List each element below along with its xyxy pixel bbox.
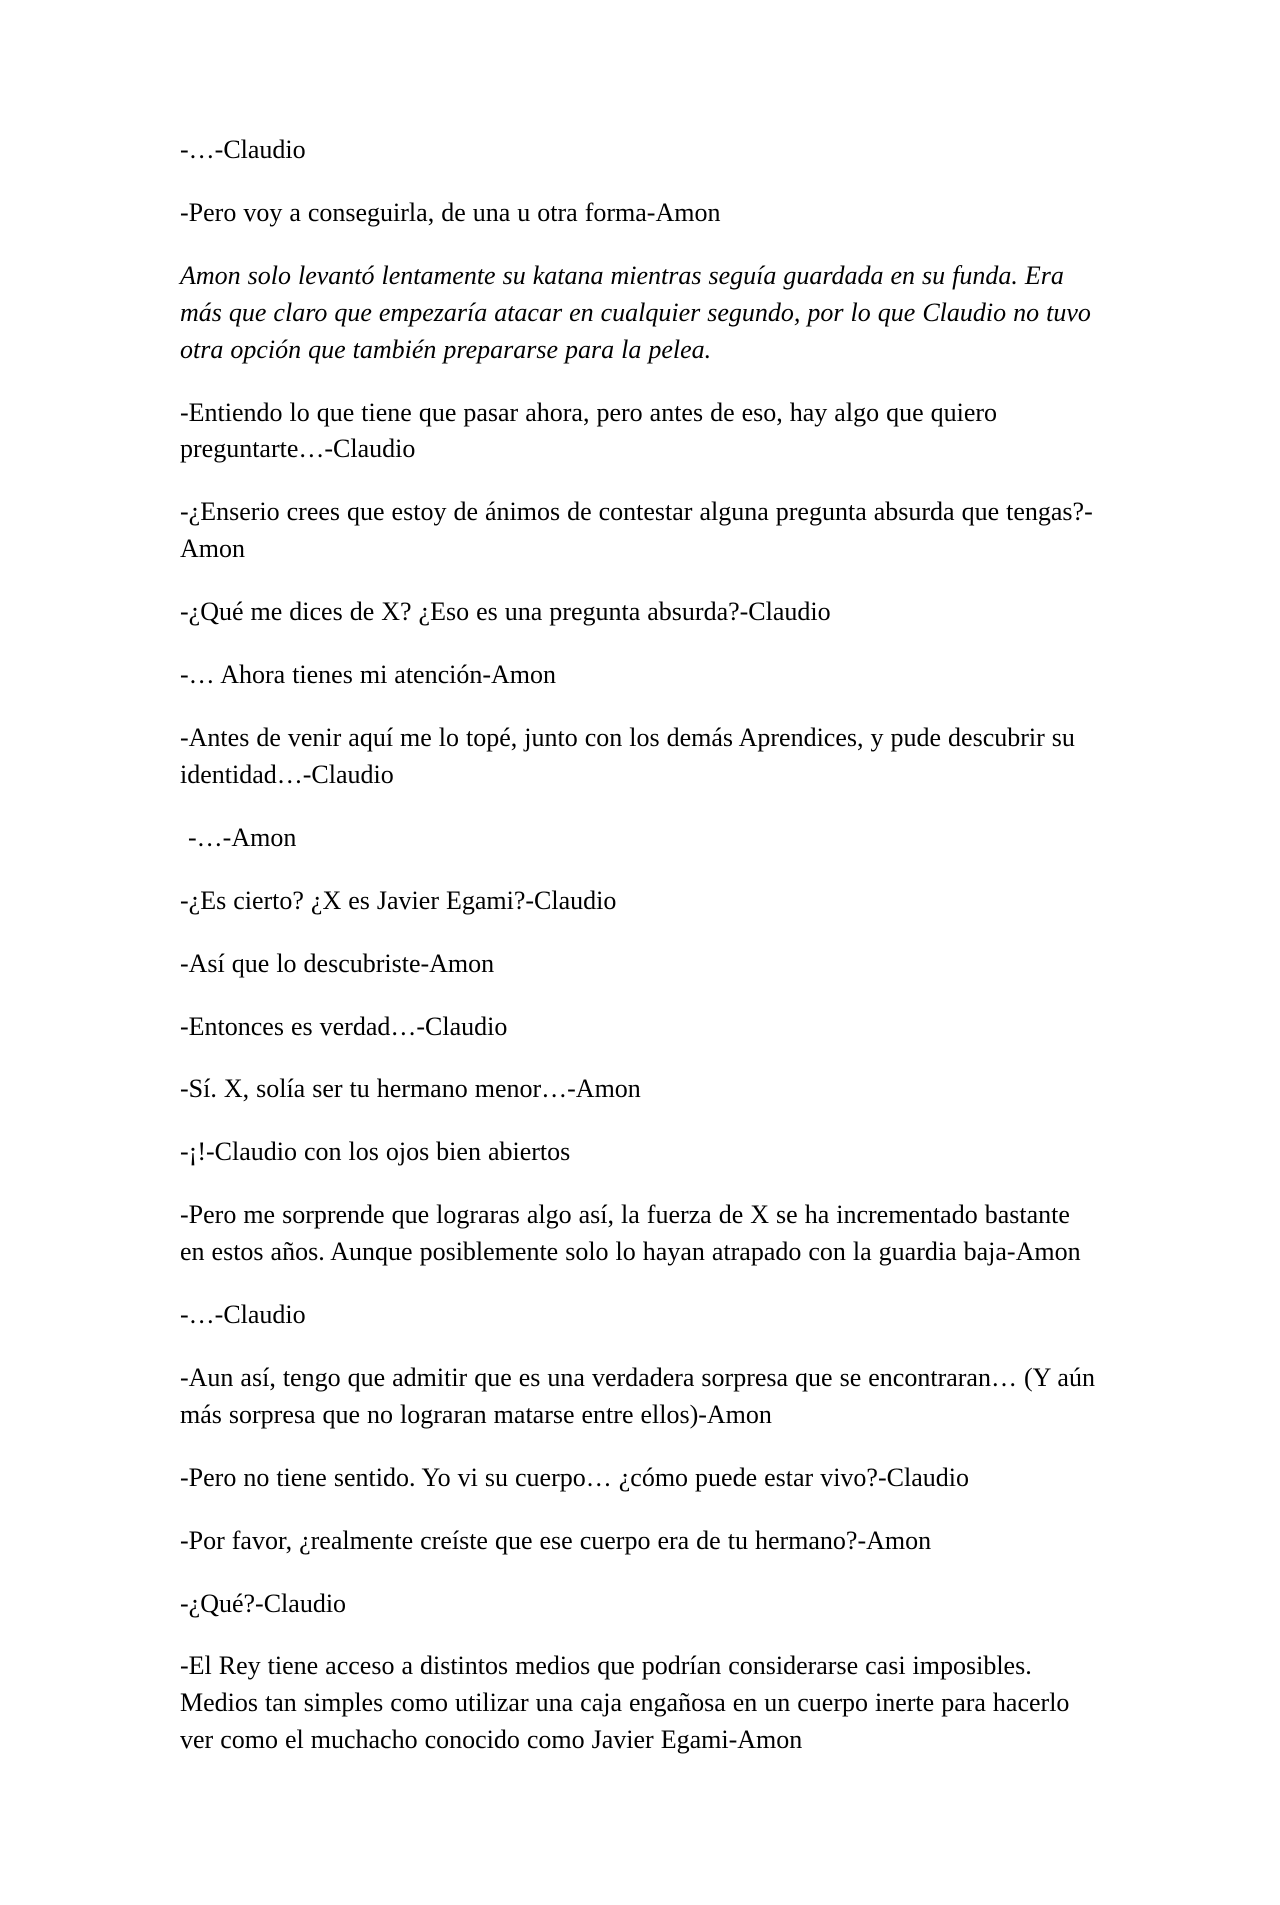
- paragraph-narration: Amon solo levantó lentamente su katana mientras seguía guardada en su funda. Era más que claro que empezaría atacar en cualquier segundo, por lo que Claudio no tuvo otra opción que también prepararse para la pelea.: [180, 260, 1091, 364]
- document-body: [180, 132, 1100, 1759]
- paragraph: -Sí. X, solía ser tu hermano menor…-Amon: [180, 1074, 641, 1104]
- paragraph: -Entiendo lo que tiene que pasar ahora, pero antes de eso, hay algo que quiero preguntarte…-Claudio: [180, 397, 998, 464]
- paragraph: -…-Claudio: [180, 1300, 306, 1330]
- paragraph: -Pero no tiene sentido. Yo vi su cuerpo… ¿cómo puede estar vivo?-Claudio: [180, 1462, 969, 1492]
- paragraph: -Antes de venir aquí me lo topé, junto con los demás Aprendices, y pude descubrir su identidad…-Claudio: [180, 722, 1075, 789]
- paragraph: -… Ahora tienes mi atención-Amon: [180, 660, 557, 690]
- paragraph: -…-Claudio: [180, 135, 306, 164]
- paragraph: -Pero voy a conseguirla, de una u otra forma-Amon: [180, 197, 721, 227]
- paragraph: -¿Enserio crees que estoy de ánimos de contestar alguna pregunta absurda que tengas?-Amon: [180, 497, 1093, 564]
- paragraph: -Pero me sorprende que lograras algo así, la fuerza de X se ha incrementado bastante en estos años. Aunque posiblemente solo lo hayan atrapado con la guardia baja-Amon: [180, 1200, 1081, 1267]
- paragraph: -¿Es cierto? ¿X es Javier Egami?-Claudio: [180, 885, 617, 915]
- paragraph: -Así que lo descubriste-Amon: [180, 948, 495, 978]
- paragraph: -El Rey tiene acceso a distintos medios que podrían considerarse casi imposibles. Medios tan simples como utilizar una caja engañosa en un cuerpo inerte para hacerlo ver como el muchacho conocido como Javier Egami-Amon: [180, 1651, 1070, 1755]
- paragraph: -…-Amon: [188, 822, 297, 852]
- paragraph: -Aun así, tengo que admitir que es una verdadera sorpresa que se encontraran… (Y aún más sorpresa que no lograran matarse entre ellos)-Amon: [180, 1362, 1095, 1429]
- paragraph: -Por favor, ¿realmente creíste que ese cuerpo era de tu hermano?-Amon: [180, 1525, 932, 1555]
- paragraph: -Entonces es verdad…-Claudio: [180, 1011, 508, 1041]
- paragraph: -¡!-Claudio con los ojos bien abiertos: [180, 1137, 571, 1167]
- paragraph: -¿Qué me dices de X? ¿Eso es una pregunta absurda?-Claudio: [180, 597, 831, 627]
- paragraph: -¿Qué?-Claudio: [180, 1588, 347, 1618]
